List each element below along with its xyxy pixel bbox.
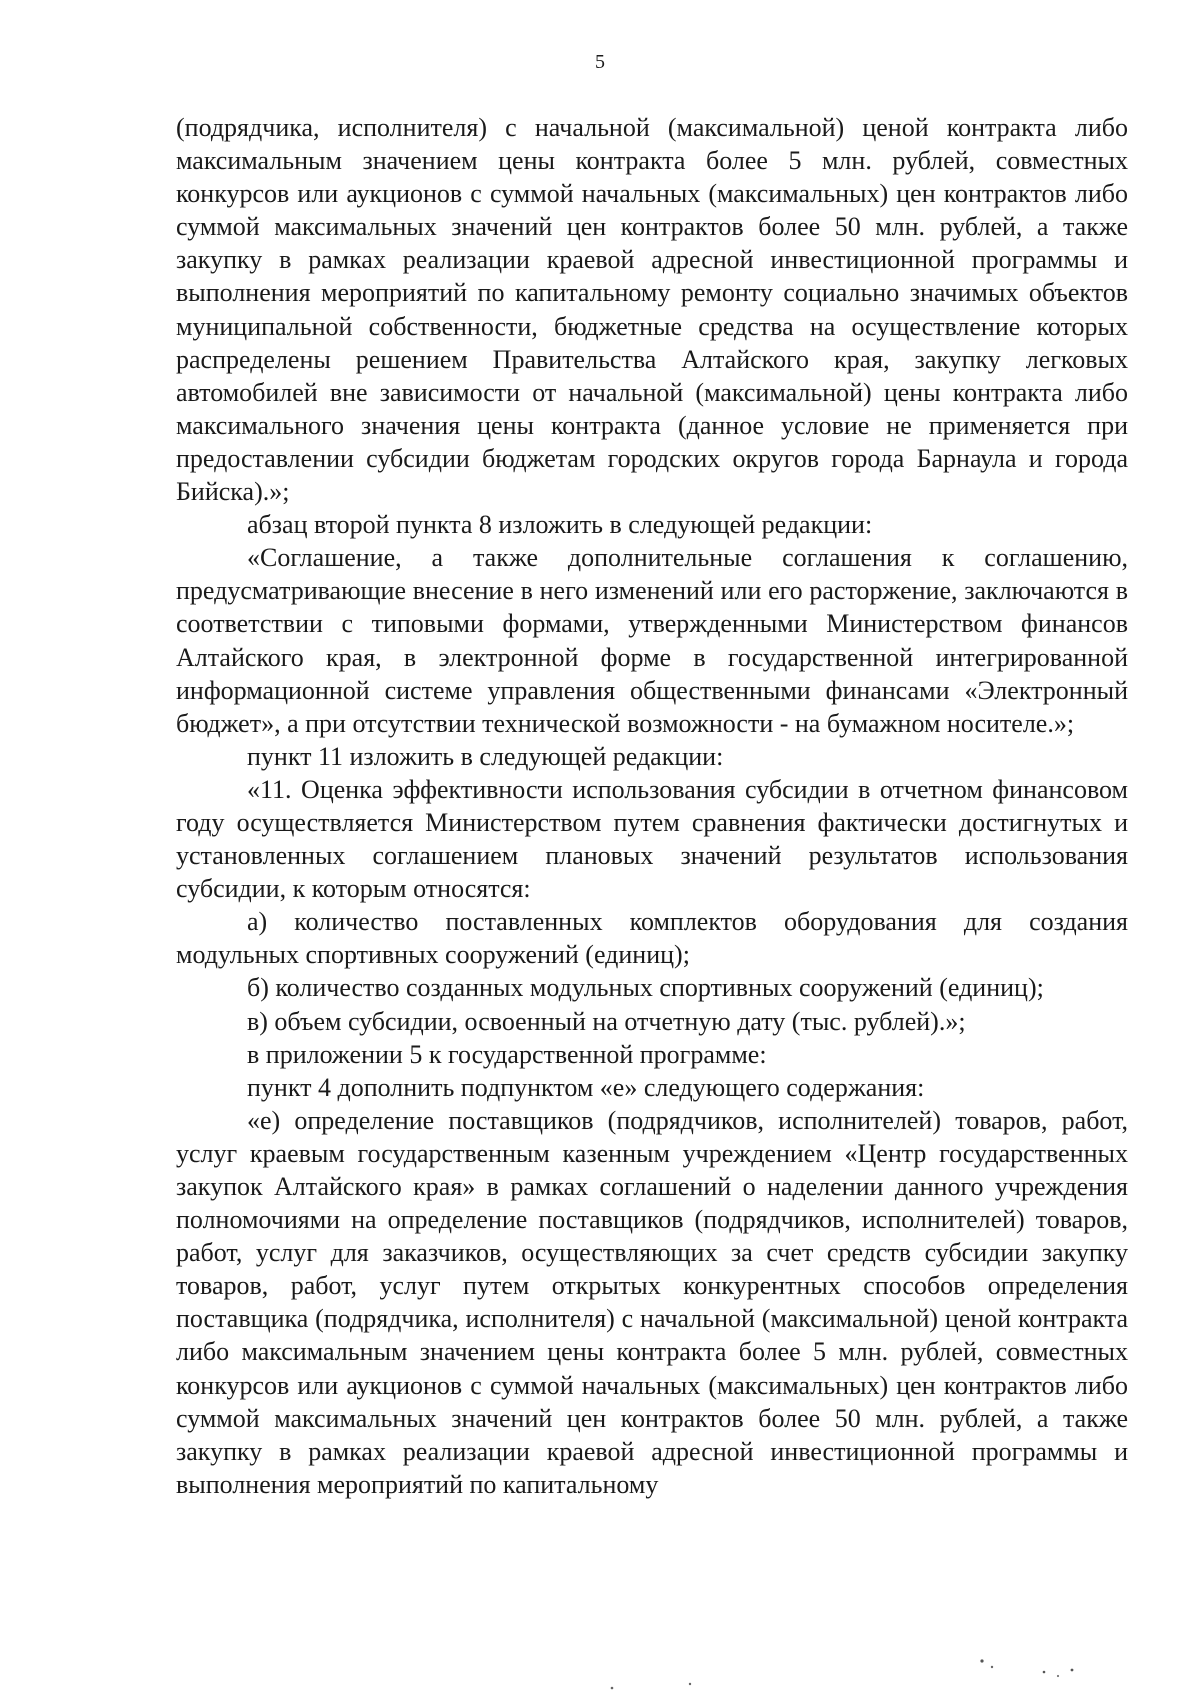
paragraph-item-4-addition: пункт 4 дополнить подпунктом «е» следующего содержания: [247,1072,925,1102]
scan-speck [991,1666,993,1668]
scan-speck [1071,1669,1074,1672]
scan-speck [689,1683,691,1685]
scan-speck [611,1687,614,1690]
scan-speck [1043,1671,1046,1674]
list-item-c: в) объем субсидии, освоенный на отчетную дату (тыс. рублей).»; [247,1006,966,1036]
paragraph-continuation: (подрядчика, исполнителя) с начальной (максимальной) ценой контракта либо максимальным значением цены контракта более 5 млн. рублей, совместных конкурсов или аукционов с суммой начальных (максимальных) цен контрактов либо суммой максимальных значений цен контрактов более 50 млн. рублей, а также закупку в рамках реализации краевой адресной инвестиционной программы и выполнения мероприятий по капитальному ремонту социально значимых объектов муниципальной собственности, бюджетные средства на осуществление которых распределены решением Правительства Алтайского края, закупку легковых автомобилей вне зависимости от начальной (максимальной) цены контракта либо максимального значения цены контракта (данное условие не применяется при предоставлении субсидии бюджетам городских округов города Барнаула и города Бийска).»; [176,113,1128,507]
list-item-b: б) количество созданных модульных спортивных сооружений (единиц); [247,973,1044,1003]
list-item-a: а) количество поставленных комплектов оборудования для создания модульных спортивных сооружений (единиц); [176,907,1128,970]
paragraph-item-11-text: «11. Оценка эффективности использования субсидии в отчетном финансовом году осуществляется Министерством путем сравнения фактически достигнутых и установленных соглашением плановых значений результатов использования субсидии, к которым относятся: [176,774,1128,904]
paragraph-subitem-e: «е) определение поставщиков (подрядчиков, исполнителей) товаров, работ, услуг краевым государственным казенным учреждением «Центр государственных закупок Алтайского края» в рамках соглашений о наделении данного учреждения полномочиями на определение поставщиков (подрядчиков, исполнителей) товаров, работ, услуг для заказчиков, осуществляющих за счет средств субсидии закупку товаров, работ, услуг путем открытых конкурентных способов определения поставщика (подрядчика, исполнителя) с начальной (максимальной) ценой контракта либо максимальным значением цены контракта более 5 млн. рублей, совместных конкурсов или аукционов с суммой начальных (максимальных) цен контрактов либо суммой максимальных значений цен контрактов более 50 млн. рублей, а также закупку в рамках реализации краевой адресной инвестиционной программы и выполнения мероприятий по капитальному [176,1105,1128,1499]
page-number: 5 [595,51,605,73]
scan-speck [1057,1675,1059,1677]
document-body [176,111,1128,1501]
paragraph-agreement-text: «Соглашение, а также дополнительные соглашения к соглашению, предусматривающие внесение в него изменений или его расторжение, заключаются в соответствии с типовыми формами, утвержденными Министерством финансов Алтайского края, в электронной форме в государственной интегрированной информационной системе управления общественными финансами «Электронный бюджет», а при отсутствии технической возможности - на бумажном носителе.»; [176,543,1128,738]
scan-speck [980,1659,983,1662]
paragraph-amendment-item-11: пункт 11 изложить в следующей редакции: [247,741,724,771]
paragraph-appendix-5: в приложении 5 к государственной программе: [247,1039,767,1069]
paragraph-amendment-item-8: абзац второй пункта 8 изложить в следующей редакции: [247,510,873,540]
